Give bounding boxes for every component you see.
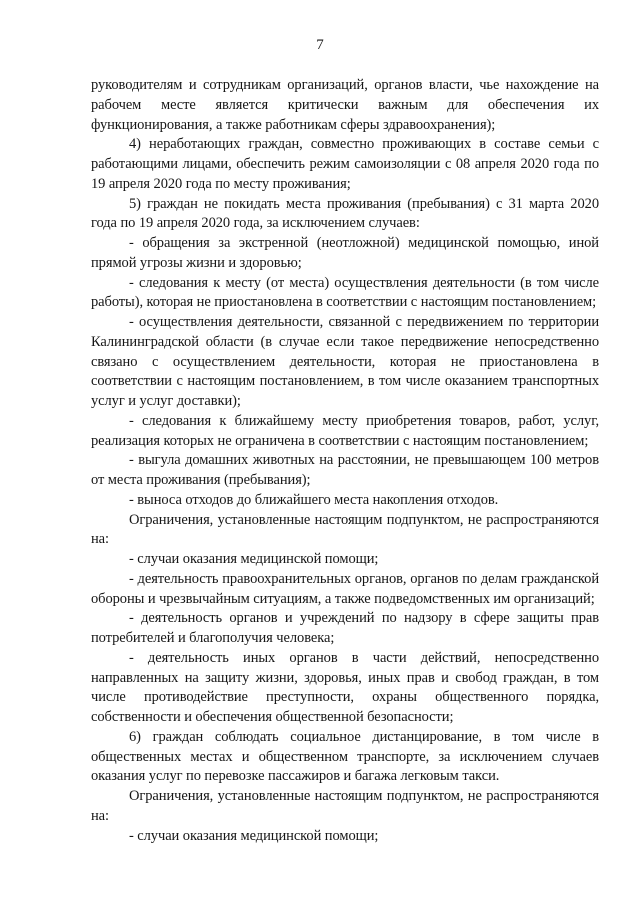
not-applicable-medical-care-2: - случаи оказания медицинской помощи; — [129, 827, 379, 844]
paragraph-item-5: 5) граждан не покидать места проживания (пребывания) с 31 марта 2020 года по 19 апреля 2020 года, за исключением случаев: — [91, 195, 599, 232]
restrictions-not-applicable-heading: Ограничения, установленные настоящим подпунктом, не распространяются на: — [91, 511, 599, 548]
restrictions-not-applicable-heading-2: Ограничения, установленные настоящим подпунктом, не распространяются на: — [91, 788, 599, 824]
exception-commute-to-work: - следования к месту (от места) осуществления деятельности (в том числе работы), которая не приостановлена в соответствии с настоящим постановлением; — [91, 274, 599, 311]
exception-shopping: - следования к ближайшему месту приобретения товаров, работ, услуг, реализация которых не ограничена в соответствии с настоящим постановлением; — [91, 412, 599, 449]
paragraph-item-6: 6) граждан соблюдать социальное дистанцирование, в том числе в общественных местах и общественном транспорте, за исключением случаев оказания услуг по перевозке пассажиров и багажа легковым такси. — [91, 728, 599, 785]
exception-pet-walking: - выгула домашних животных на расстоянии, не превышающем 100 метров от места проживания (пребывания); — [91, 452, 599, 488]
document-body — [91, 76, 599, 846]
exception-emergency-care: - обращения за экстренной (неотложной) медицинской помощью, иной прямой угрозы жизни и здоровью; — [91, 235, 599, 271]
paragraph-continuation: руководителям и сотрудникам организаций, органов власти, чье нахождение на рабочем месте является критически важным для обеспечения их функционирования, а также работникам сферы здравоохранения); — [91, 77, 599, 133]
exception-waste-disposal: - выноса отходов до ближайшего места накопления отходов. — [129, 491, 499, 508]
paragraph-item-4: 4) неработающих граждан, совместно проживающих в составе семьи с работающими лицами, обеспечить режим самоизоляции с 08 апреля 2020 года по 19 апреля 2020 года по месту проживания; — [91, 136, 599, 192]
page-number: 7 — [316, 37, 324, 53]
not-applicable-consumer-protection: - деятельность органов и учреждений по надзору в сфере защиты прав потребителей и благополучия человека; — [91, 610, 599, 646]
not-applicable-law-enforcement: - деятельность правоохранительных органов, органов по делам гражданской обороны и чрезвычайным ситуациям, а также подведомственных им организаций; — [91, 570, 599, 607]
not-applicable-other-bodies: - деятельность иных органов в части действий, непосредственно направленных на защиту жизни, здоровья, иных прав и свобод граждан, в том числе противодействие преступности, охраны общественного порядка, собственности и обеспечения общественной безопасности; — [91, 649, 599, 725]
exception-regional-travel: - осуществления деятельности, связанной с передвижением по территории Калининградской области (в случае если такое передвижение непосредственно связано с осуществлением деятельности, которая не приостановлена в соответствии с настоящим постановлением, в том числе оказанием транспортных услуг и услуг доставки); — [91, 314, 599, 409]
not-applicable-medical-care: - случаи оказания медицинской помощи; — [129, 551, 379, 567]
